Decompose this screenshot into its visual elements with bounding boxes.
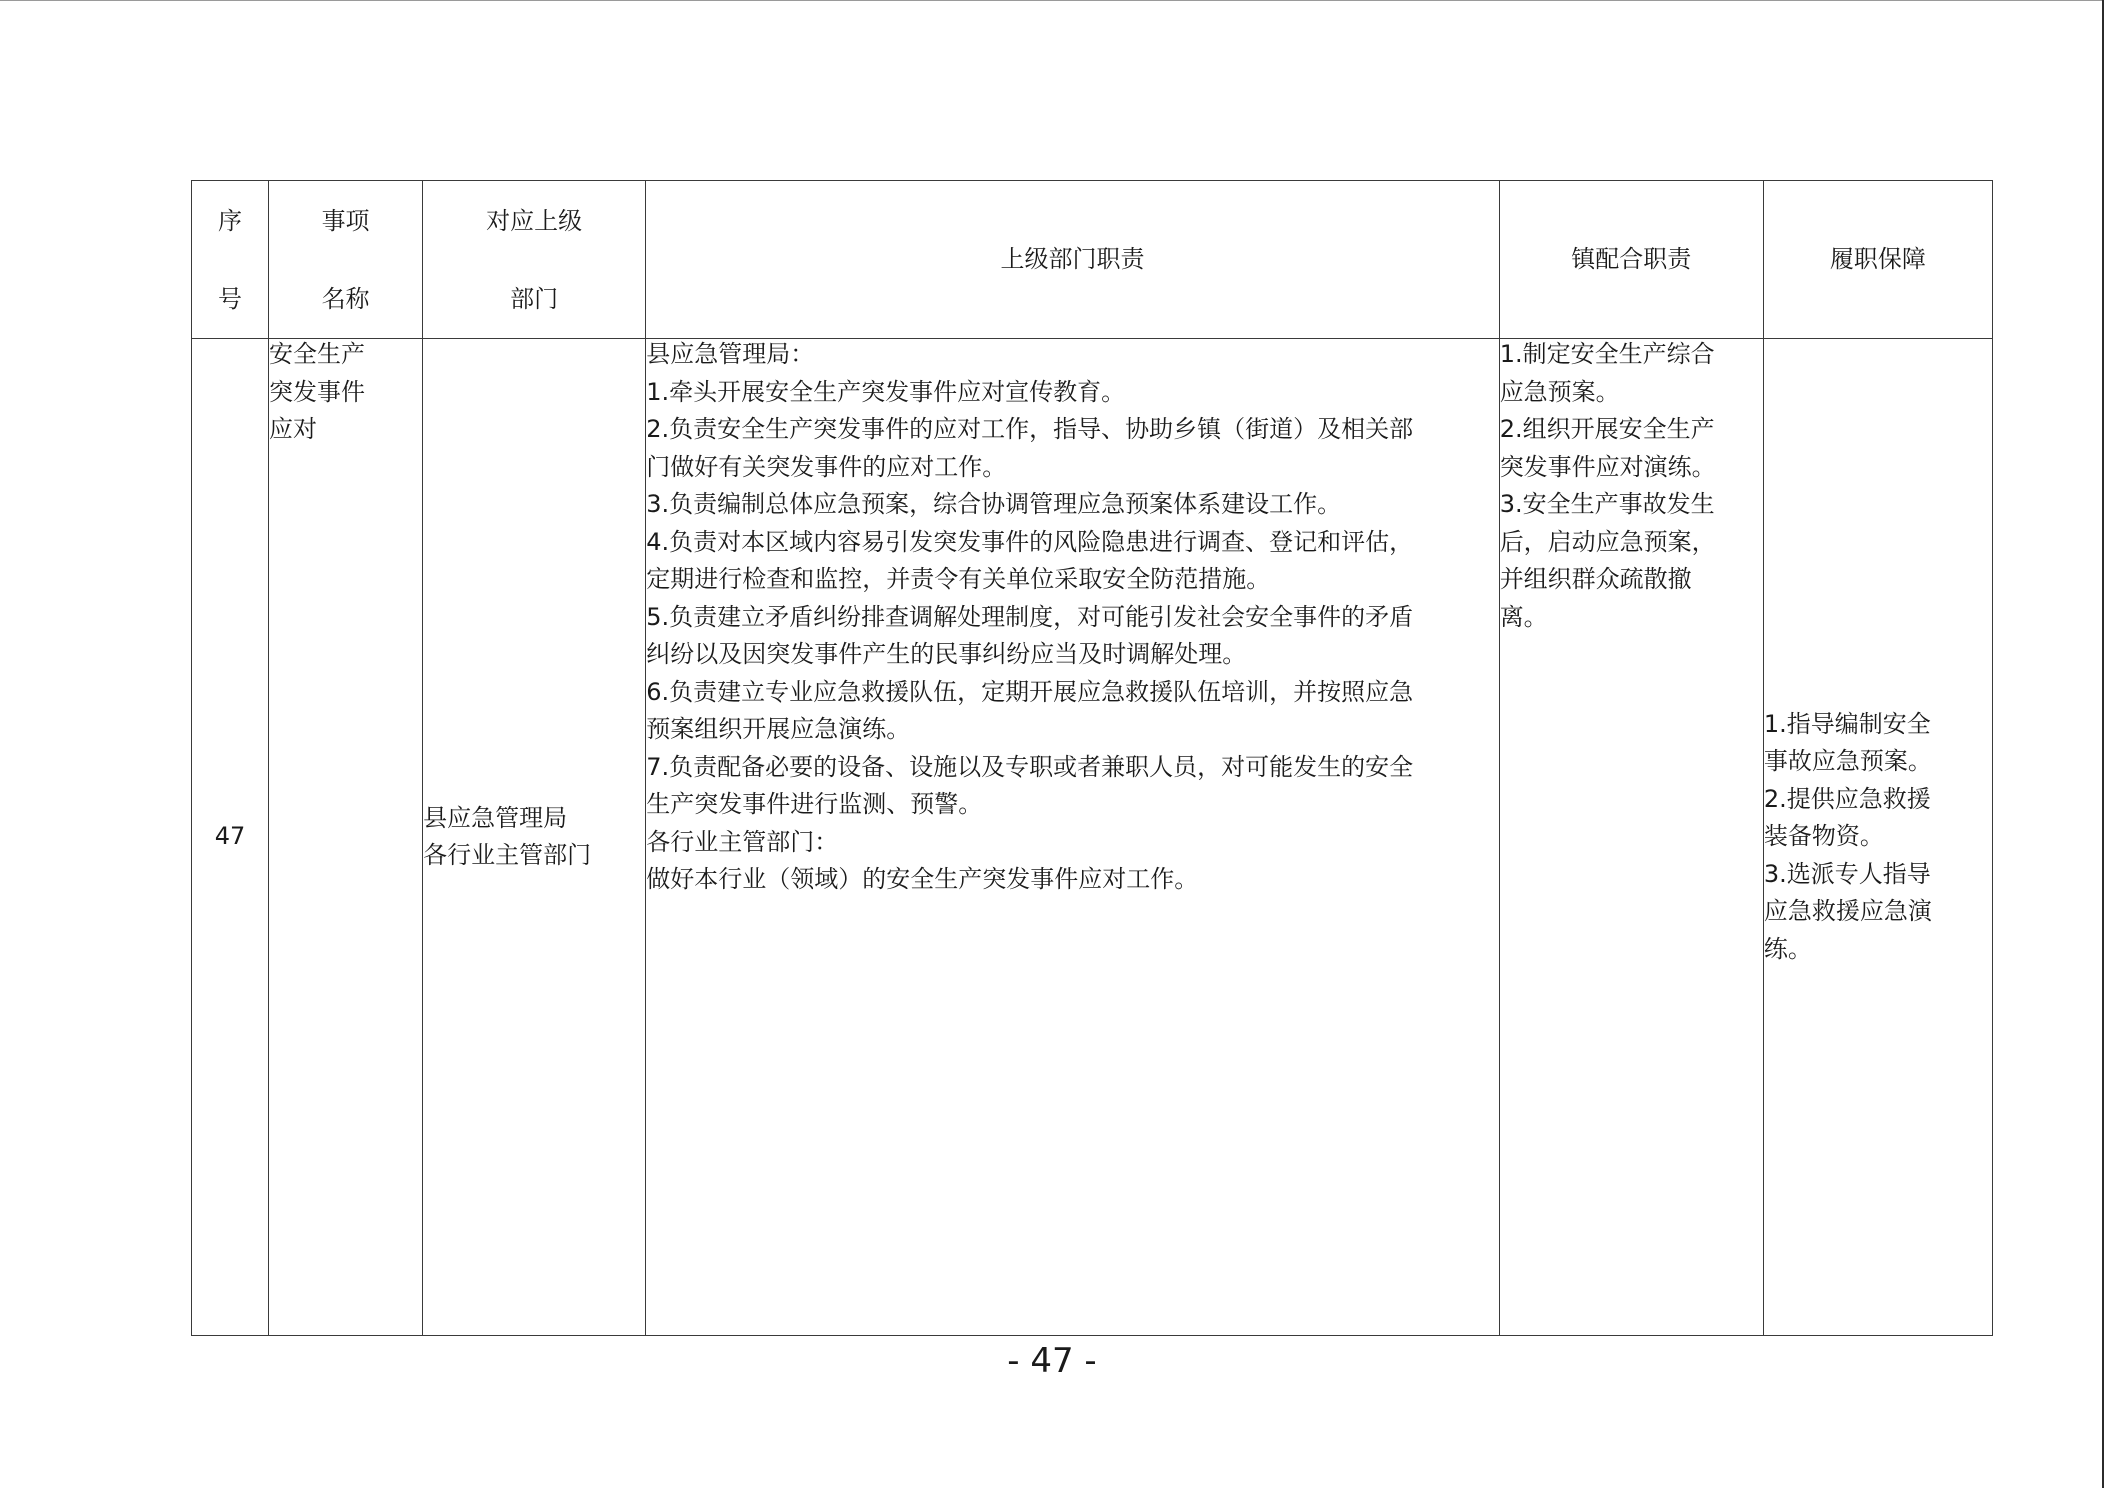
header-item-line-2: 名称 <box>321 284 370 313</box>
duty-line: 6.负责建立专业应急救援队伍，定期开展应急救援队伍培训，并按照应急 <box>646 677 1414 706</box>
header-serial-line-1: 序 <box>218 206 243 235</box>
row-item-name <box>269 339 423 1336</box>
guarantee-line: 3.选派专人指导 <box>1763 859 1931 888</box>
town-line: 2.组织开展安全生产 <box>1499 415 1715 443</box>
town-line: 突发事件应对演练。 <box>1499 452 1716 481</box>
duty-line: 7.负责配备必要的设备、设施以及专职或者兼职人员，对可能发生的安全 <box>646 752 1414 781</box>
table-body <box>192 339 1993 1336</box>
header-town-duties: 镇配合职责 <box>1499 181 1763 339</box>
item-line: 安全生产 <box>269 340 366 368</box>
duty-line: 预案组织开展应急演练。 <box>646 715 911 743</box>
header-guarantee: 履职保障 <box>1763 181 1992 339</box>
row-superior-duties <box>646 339 1499 1336</box>
header-superior-duties: 上级部门职责 <box>646 181 1499 339</box>
page-top-border <box>0 0 2104 1</box>
dept-line: 各行业主管部门 <box>423 841 592 869</box>
header-serial-number <box>192 181 269 339</box>
town-line: 3.安全生产事故发生 <box>1499 490 1715 518</box>
header-serial-line-2: 号 <box>218 284 243 313</box>
row-town-duties <box>1499 339 1763 1336</box>
guarantee-line: 应急救援应急演 <box>1763 897 1932 926</box>
guarantee-line: 1.指导编制安全 <box>1763 709 1931 738</box>
duty-line: 5.负责建立矛盾纠纷排查调解处理制度，对可能引发社会安全事件的矛盾 <box>646 602 1414 631</box>
duty-line: 3.负责编制总体应急预案，综合协调管理应急预案体系建设工作。 <box>646 490 1342 518</box>
header-item-name <box>269 181 423 339</box>
header-dept-line-1: 对应上级 <box>486 206 583 235</box>
duty-line: 门做好有关突发事件的应对工作。 <box>646 452 1007 481</box>
row-serial-number: 47 <box>192 339 269 1336</box>
header-dept-line-2: 部门 <box>510 284 559 313</box>
duty-line: 纠纷以及因突发事件产生的民事纠纷应当及时调解处理。 <box>646 640 1247 668</box>
guarantee-line: 装备物资。 <box>1763 822 1884 851</box>
header-superior-department <box>423 181 646 339</box>
duty-line: 4.负责对本区域内容易引发突发事件的风险隐患进行调查、登记和评估， <box>646 527 1414 556</box>
duty-line: 做好本行业（领域）的安全生产突发事件应对工作。 <box>646 865 1199 893</box>
town-line: 应急预案。 <box>1499 377 1620 406</box>
guarantee-line: 2.提供应急救援 <box>1763 784 1931 813</box>
page-number: - 47 - <box>1007 1341 1097 1381</box>
item-line: 突发事件 <box>269 377 366 406</box>
table-header <box>192 181 1993 339</box>
row-superior-department <box>423 339 646 1336</box>
guarantee-line: 事故应急预案。 <box>1763 747 1932 776</box>
town-line: 离。 <box>1499 602 1548 631</box>
duty-line: 2.负责安全生产突发事件的应对工作，指导、协助乡镇（街道）及相关部 <box>646 415 1414 443</box>
duty-line: 1.牵头开展安全生产突发事件应对宣传教育。 <box>646 377 1126 406</box>
duty-line: 县应急管理局： <box>646 340 815 368</box>
duty-line: 定期进行检查和监控，并责令有关单位采取安全防范措施。 <box>646 565 1271 593</box>
town-line: 后，启动应急预案， <box>1499 527 1716 556</box>
duty-line: 生产突发事件进行监测、预警。 <box>646 790 983 818</box>
town-line: 1.制定安全生产综合 <box>1499 340 1715 368</box>
header-row <box>192 181 1993 339</box>
duty-line: 各行业主管部门： <box>646 827 839 856</box>
row-guarantee <box>1763 339 1992 1336</box>
duty-table <box>191 180 1993 1336</box>
item-line: 应对 <box>269 415 318 443</box>
table-row <box>192 339 1993 1336</box>
header-item-line-1: 事项 <box>321 206 370 235</box>
town-line: 并组织群众疏散撤 <box>1499 565 1692 593</box>
guarantee-line: 练。 <box>1763 934 1812 963</box>
dept-line: 县应急管理局 <box>423 803 568 832</box>
